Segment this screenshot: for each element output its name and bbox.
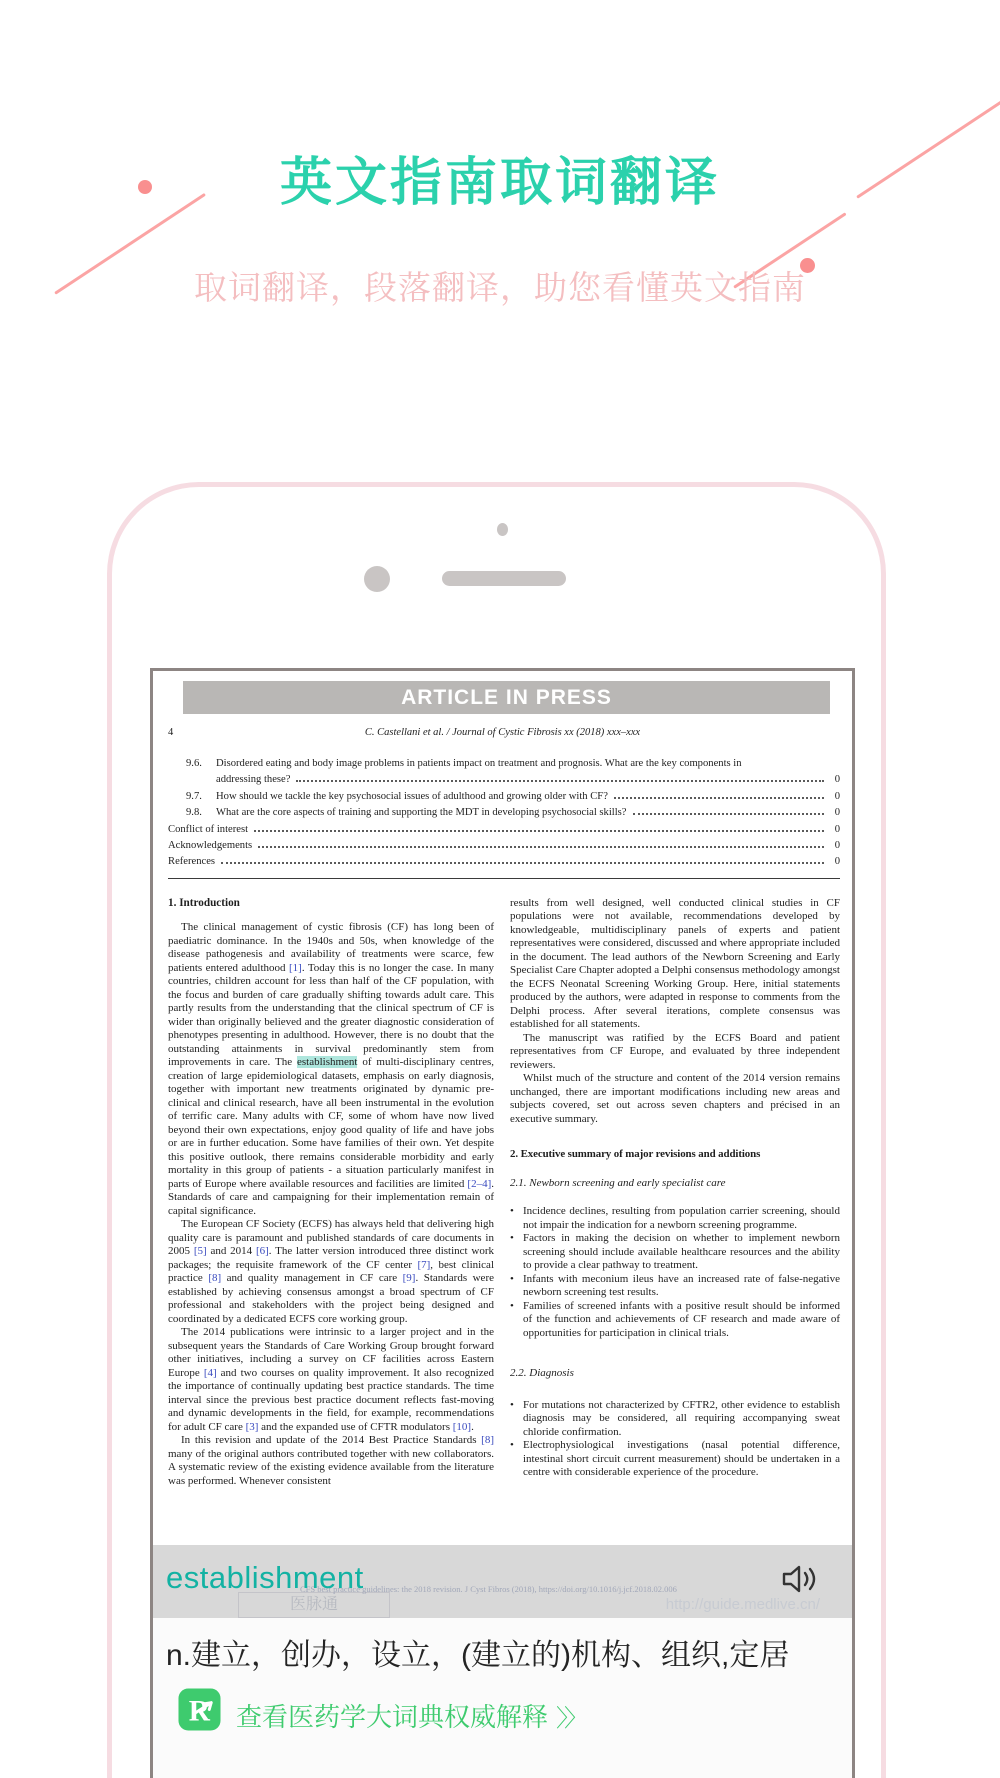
list-item: • Electrophysiological investigations (nasal potential difference, intestinal short circuit current measurement) should be undertaken in a centre with considerable experience of the procedure. [521, 1439, 840, 1480]
paragraph: The European CF Society (ECFS) has always held that delivering high quality care is paramount and published standards of care documents in 2005 [5] and 2014 [6]. The latter version introduced three distinct work packages; the requisite framework of the CF center [7], best clinical practice [8] and quality management in CF care [9]. Standards were established by achieving consensus amongst a broad spectrum of CF professional and stakeholders with the project being designed and coordinated by a dedicated ECFS core working group. [168, 1218, 495, 1325]
watermark-citation: CFS best practice guidelines: the 2018 revision. J Cyst Fibros (2018), https://doi.org/10.1016/j.jcf.2018.02.006 [300, 1584, 677, 1594]
bullet-list-2-1 [510, 1205, 840, 1340]
subsection-heading-2-2: 2.2. Diagnosis [510, 1367, 574, 1380]
toc-row: References 0 [168, 856, 840, 868]
list-item: • Families of screened infants with a positive result should be informed of the function and achievements of CF research and made aware of opportunities for participation in clinical trials. [521, 1300, 840, 1341]
toc-row: 9.7. How should we tackle the key psychosocial issues of adulthood and growing older with CF? 0 [186, 790, 840, 802]
toc-row: 9.8. What are the core aspects of training and supporting the MDT in developing psychosocial skills? 0 [186, 807, 840, 819]
dictionary-link[interactable] [236, 1697, 584, 1734]
running-head [153, 727, 852, 743]
toc-row: addressing these? 0 [216, 774, 840, 786]
paragraph: Whilst much of the structure and content of the 2014 version remains unchanged, there are important modifications including new areas and subjects covered, set out across seven chapters and précised in an executive summary. [510, 1072, 840, 1125]
page-subtitle: 取词翻译，段落翻译，助您看懂英文指南 [194, 269, 806, 306]
list-item: • For mutations not characterized by CFTR2, other evidence to establish diagnosis may be considered, all requiring accompanying sweat chloride confirmation. [521, 1399, 840, 1440]
paragraph: The 2014 publications were intrinsic to a larger project and in the subsequent years the Standards of Care Working Group brought forward other initiatives, including a survey on CF facilities across Eastern Europe [4] and two courses on quality improvement. It also recognized the importance of continually updating best practice standards. The time interval since the previous best practice document reflects fast-moving and dynamic developments in the field, for example, recommendations for adult CF care [3] and the expanded use of CFTR modulators [10]. [168, 1326, 495, 1433]
r-arrow-app-icon[interactable] [178, 1688, 221, 1731]
paragraph: The manuscript was ratified by the ECFS Board and patient representatives from CF Europe, and evaluated by three independent reviewers. [510, 1031, 840, 1071]
sensor-dot [364, 566, 390, 592]
page-number: 4 [168, 727, 174, 738]
list-item: • Incidence declines, resulting from population carrier screening, should not impair the indication for a newborn screening programme. [521, 1205, 840, 1232]
page-title: 英文指南取词翻译 [279, 154, 720, 212]
toc-row: Conflict of interest 0 [168, 823, 840, 835]
watermark-url: http://guide.medlive.cn/ [665, 1596, 820, 1613]
bullet-list-2-2 [510, 1399, 840, 1480]
selected-word: establishment [166, 1560, 364, 1595]
toc-row: 9.6. Disordered eating and body image problems in patients impact on treatment and prognosis. What are the key components in [186, 758, 742, 769]
paragraph: In this revision and update of the 2014 Best Practice Standards [8] many of the original authors contributed together with new collaborators. A systematic review of the existing evidence available from the literature was performed. Whenever consistent [168, 1434, 494, 1487]
subsection-heading-2-1: 2.1. Newborn screening and early specialist care [510, 1176, 726, 1189]
left-column [168, 897, 494, 1489]
definition-text: n.建立，创办，设立，(建立的)机构、组织,定居 [166, 1639, 790, 1672]
article-body [168, 897, 840, 1489]
table-of-contents [168, 756, 840, 871]
section-heading-introduction: 1. Introduction [168, 896, 240, 909]
toc-divider [168, 878, 840, 879]
paragraph: The clinical management of cystic fibrosis (CF) has long been of paediatric dominance. In the 1940s and 50s, when knowledge of the disease pathogenesis and availability of treatments were scarce, few patients entered adulthood [1]. Today this is no longer the case. In many countries, children account for less than half of the CF population, with the focus and burden of care gradually shifting towards adult care. This partly results from the understanding that the clinical spectrum of CF is wider than originally believed and the greater diagnostic consideration of phenotypes presenting in adulthood. However, there is no doubt that the outstanding attainments in survival predominantly stem from improvements in care. The establishment of multi-disciplinary centres, creation of large epidemiological datasets, emphasis on early diagnosis, together with important new treatments originated by dynamic pre-clinical and clinical research, have all been instrumental in the evolution of terrific care. Many adults with CF, some of whom have now lived beyond their own expectations, enjoy good quality of life and have jobs or are in further education. Some have families of their own. Yet despite this positive outlook, there remains considerable morbidity and early mortality in this group of patients - a situation particularly manifest in parts of Europe where available resources and facilities are limited [2–4]. Standards of care and campaigning for their implementation remain of capital significance. [168, 921, 495, 1217]
right-column [510, 897, 840, 1489]
list-item: • Factors in making the decision on whether to implement newborn screening should include available healthcare resources and the ability to provide a clear pathway to treatment. [521, 1232, 840, 1273]
article-in-press-banner: ARTICLE IN PRESS [183, 681, 830, 714]
dictionary-link-label: 查看医药学大词典权威解释 [236, 1702, 549, 1732]
svg-text:R: R [188, 1695, 210, 1728]
journal-citation: C. Castellani et al. / Journal of Cystic Fibrosis xx (2018) xxx–xxx [364, 727, 641, 738]
section-heading-executive-summary: 2. Executive summary of major revisions and additions [510, 1148, 761, 1161]
earpiece-speaker [442, 571, 566, 586]
paragraph: results from well designed, well conducted clinical studies in CF populations were not available, recommendations developed by knowledgeable, multidisciplinary panels of experts and patient representatives were considered, discussed and where appropriate included in the document. The lead authors of the Newborn Screening and Early Specialist Care Chapter adopted a Delphi consensus methodology amongst the ECFS Neonatal Screening Working Group. Here, initial statements produced by the authors, were adapted in response to comments from the Delphi process. After several iterations, complete consensus was established for all statements. [510, 896, 840, 1031]
camera-dot [497, 523, 508, 536]
chevron-right-icon: 〉〉 [556, 1705, 585, 1732]
list-item: • Infants with meconium ileus have an increased rate of false-negative newborn screening test results. [521, 1273, 840, 1300]
speaker-icon[interactable] [781, 1563, 821, 1595]
watermark-logo: 医脉通 [238, 1592, 390, 1618]
toc-row: Acknowledgements 0 [168, 840, 840, 852]
